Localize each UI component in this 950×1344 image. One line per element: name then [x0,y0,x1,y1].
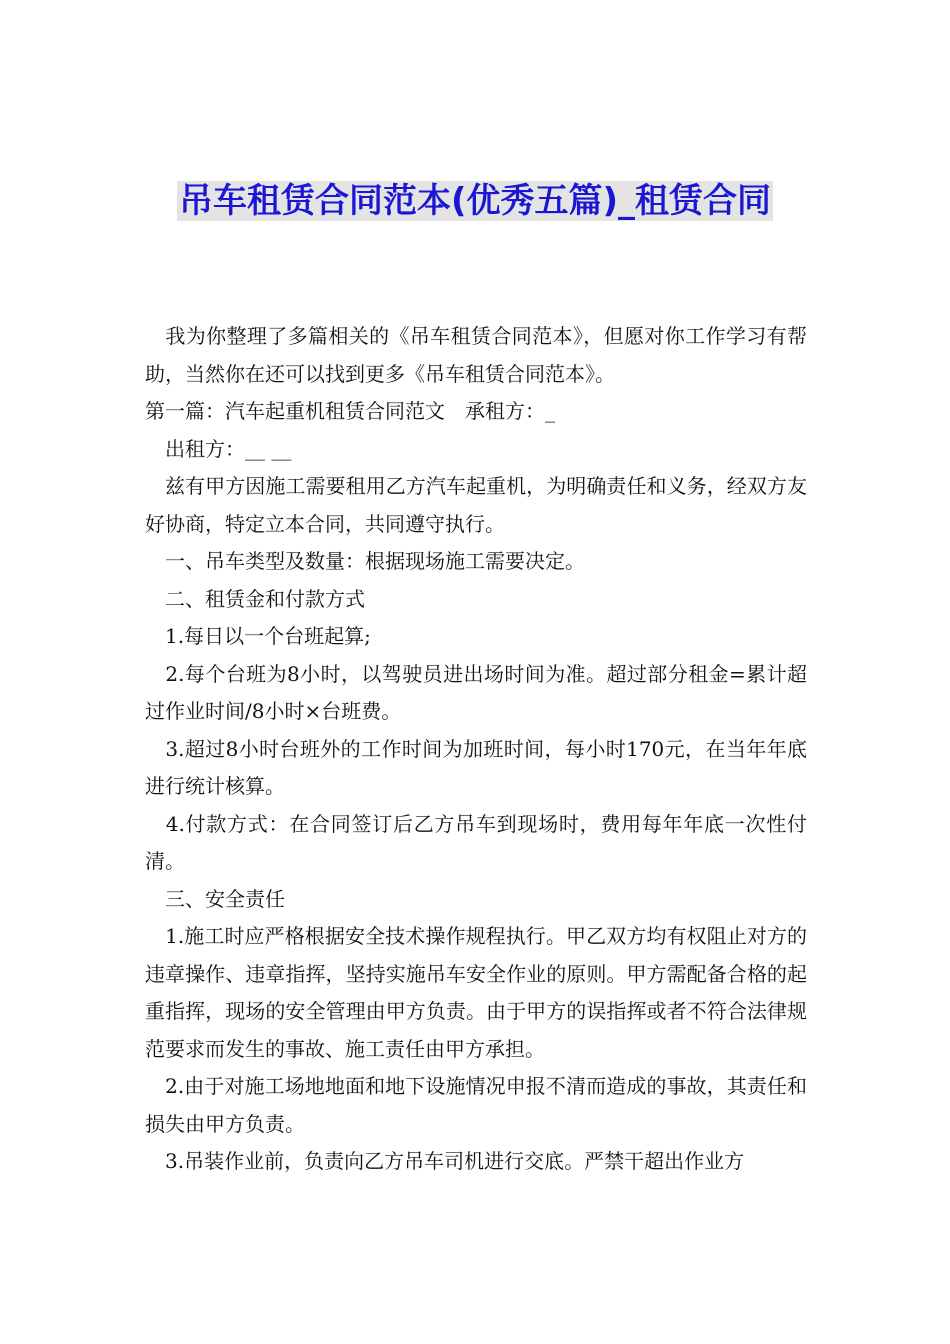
document-title-text: 吊车租赁合同范本(优秀五篇)_租赁合同 [178,181,772,221]
paragraph: 1.施工时应严格根据安全技术操作规程执行。甲乙双方均有权阻止对方的违章操作、违章指挥，坚持实施吊车安全作业的原则。甲方需配备合格的起重指挥，现场的安全管理由甲方负责。由于甲方的误指挥或者不符合法律规范要求而发生的事故、施工责任由甲方承担。 [145,924,807,1061]
paragraph: 1.每日以一个台班起算; [145,624,371,648]
paragraph: 4.付款方式：在合同签订后乙方吊车到现场时，费用每年年底一次性付清。 [145,811,807,873]
paragraph: 出租方：__ __ [145,436,292,461]
paragraph: 3.吊装作业前，负责向乙方吊车司机进行交底。严禁干超出作业方 [145,1149,745,1173]
paragraph: 二、租赁金和付款方式 [145,586,365,611]
paragraph: 3.超过8小时台班外的工作时间为加班时间，每小时170元，在当年年底进行统计核算。 [145,736,807,798]
paragraph: 一、吊车类型及数量：根据现场施工需要决定。 [145,549,585,573]
paragraph: 三、安全责任 [145,886,285,911]
document-title [150,176,800,226]
document-body [145,318,807,1181]
paragraph: 2.每个台班为8小时，以驾驶员进出场时间为准。超过部分租金=累计超过作业时间/8小时×台班费。 [145,661,807,723]
paragraph: 我为你整理了多篇相关的《吊车租赁合同范本》，但愿对你工作学习有帮助，当然你在还可以找到更多《吊车租赁合同范本》。 [145,324,807,386]
paragraph: 第一篇：汽车起重机租赁合同范文 承租方：_ [145,399,555,423]
paragraph: 2.由于对施工场地地面和地下设施情况申报不清而造成的事故，其责任和损失由甲方负责。 [145,1074,807,1136]
paragraph: 兹有甲方因施工需要租用乙方汽车起重机，为明确责任和义务，经双方友好协商，特定立本合同，共同遵守执行。 [145,474,807,536]
